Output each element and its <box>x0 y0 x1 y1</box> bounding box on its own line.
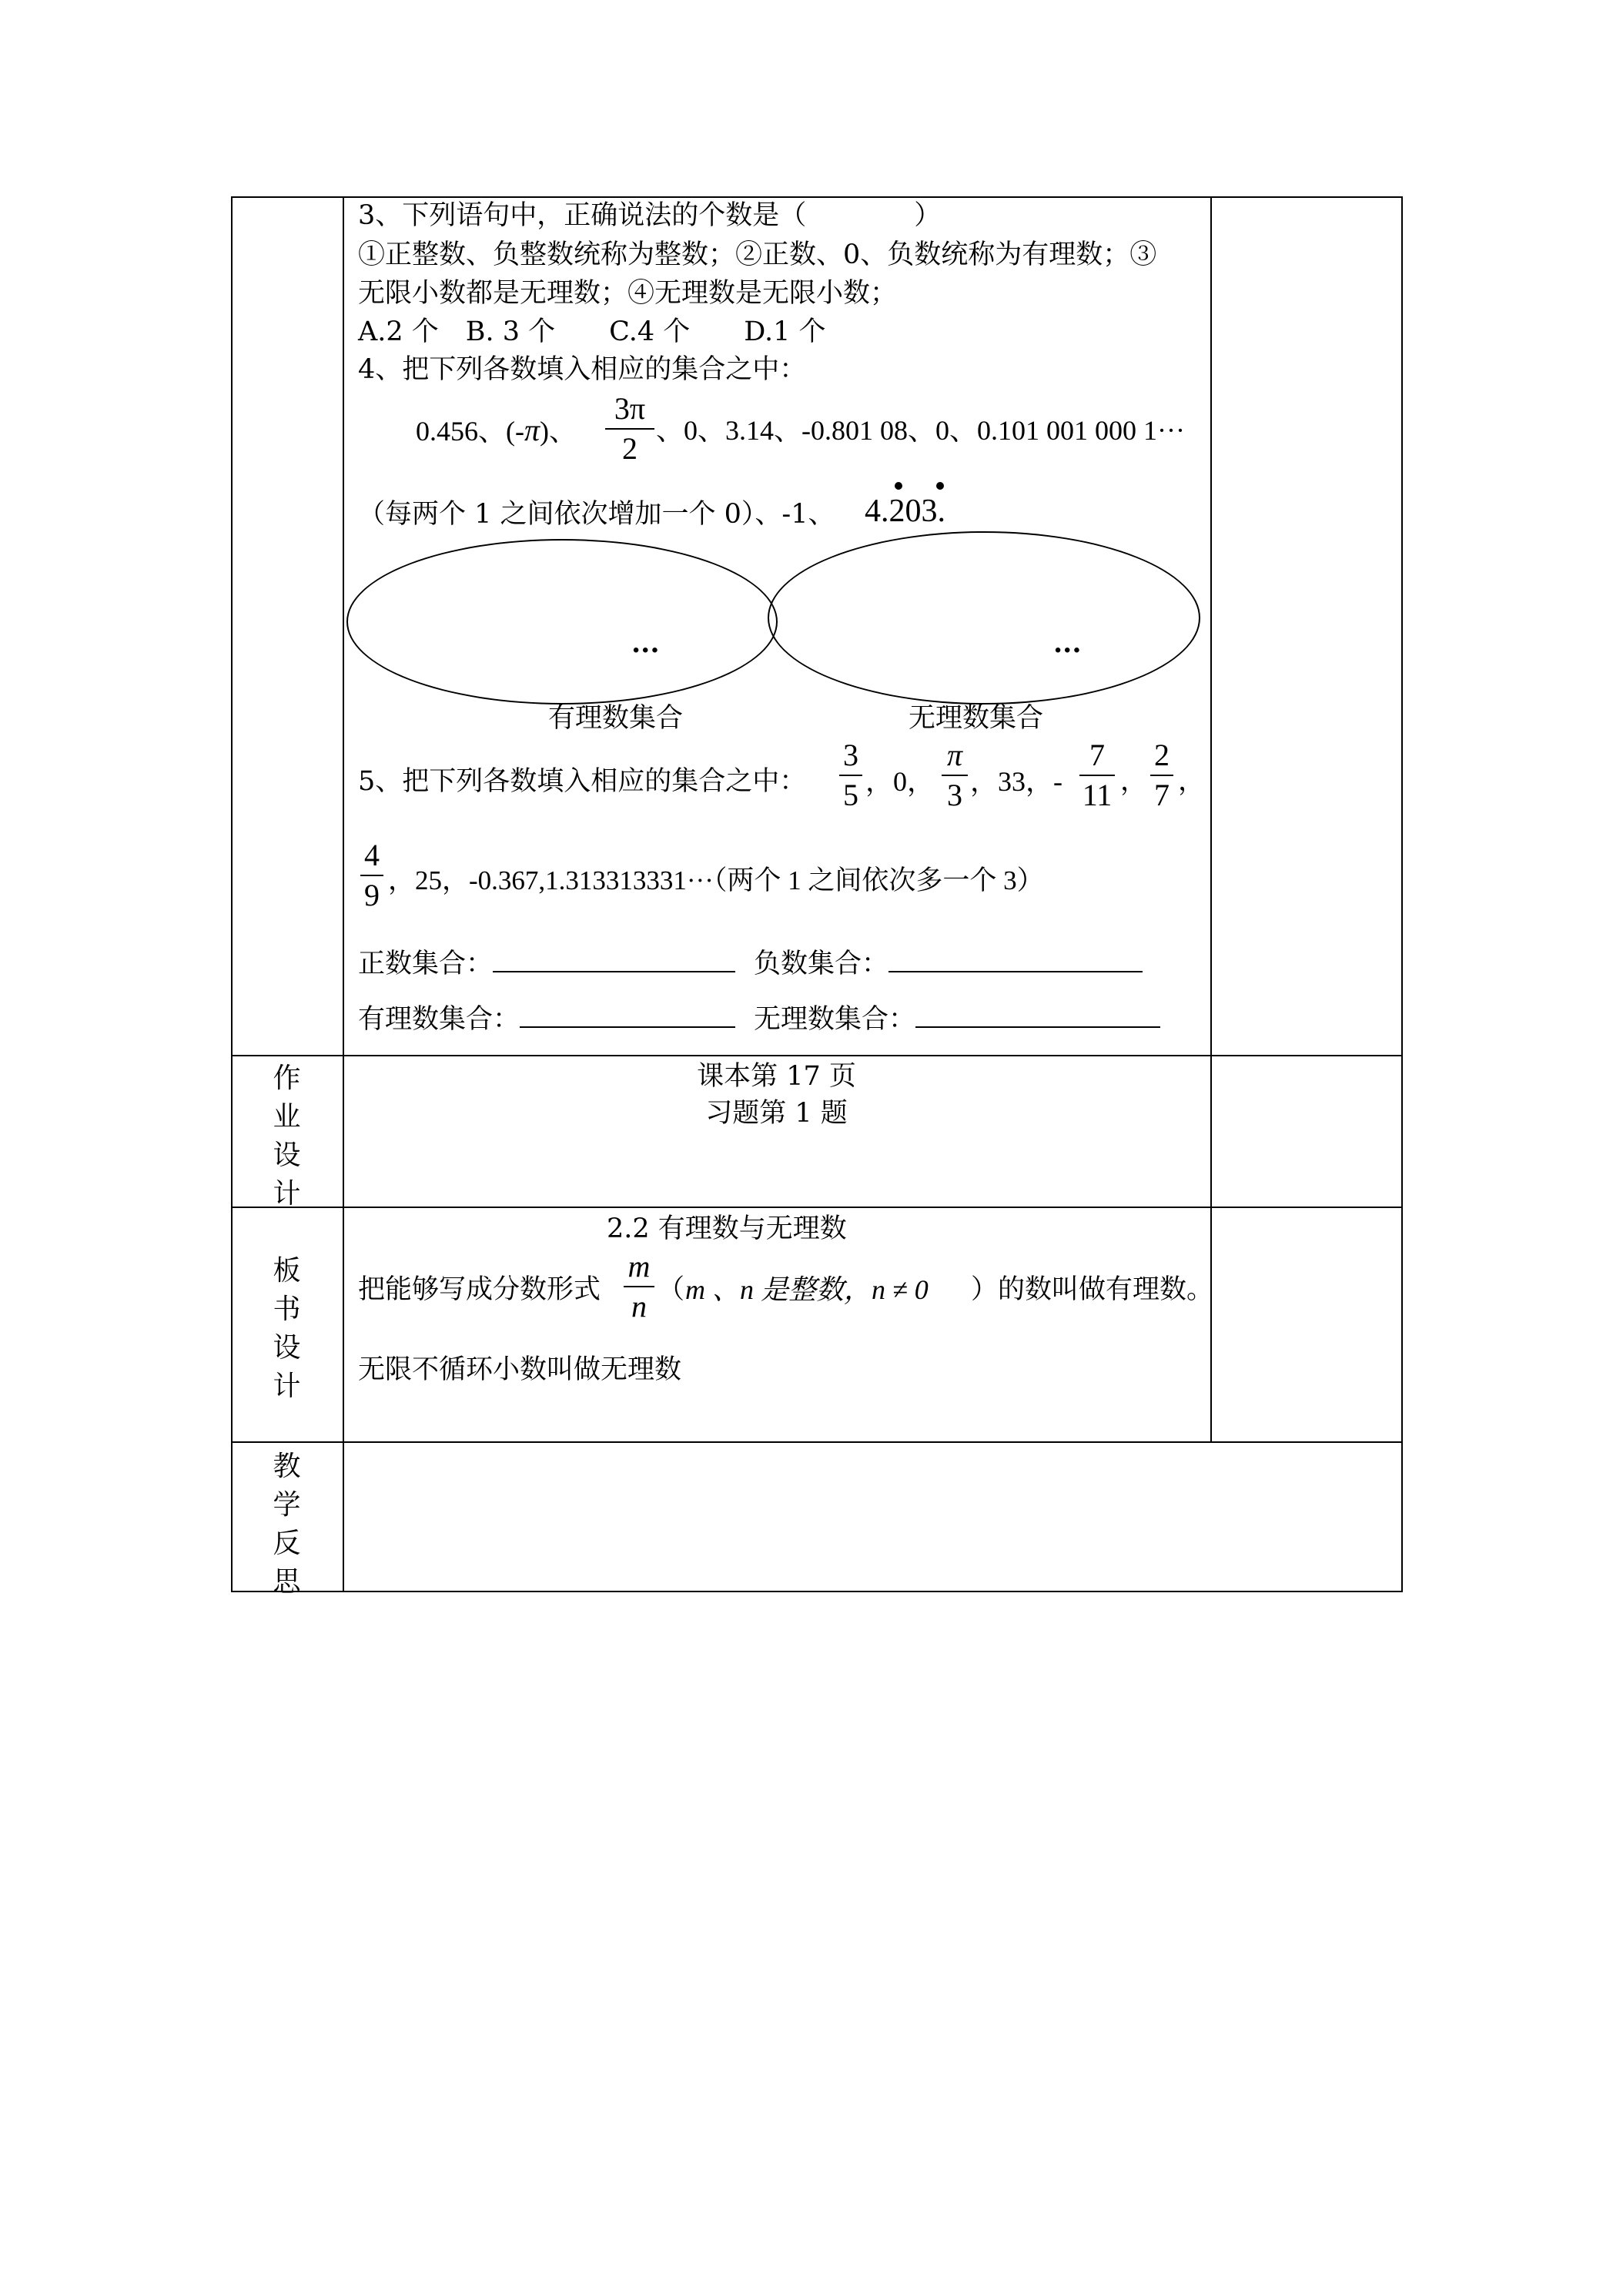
q3-options: A.2 个 B. 3 个 C.4 个 D.1 个 <box>358 316 826 347</box>
fraction-4-9 <box>360 838 383 913</box>
fraction-numerator: π <box>946 738 963 772</box>
table-divider <box>231 1055 1403 1056</box>
reflection-label <box>231 1448 343 1602</box>
q4-list-start: 0.456、(- <box>416 416 524 447</box>
homework-line2: 习题第 1 题 <box>705 1098 848 1129</box>
fraction-bar <box>605 428 654 430</box>
rational-set-blank[interactable] <box>520 1003 735 1028</box>
board-definition-start: 把能够写成分数形式 <box>358 1274 601 1305</box>
rational-set-row <box>358 1001 1160 1038</box>
irrational-ellipsis: ... <box>1053 628 1082 659</box>
repeating-decimal-value: 4.203 <box>865 494 938 529</box>
label-char: 反 <box>273 1528 301 1559</box>
repeating-dot <box>895 482 902 490</box>
board-definition-paren: （ <box>658 1274 685 1305</box>
table-divider <box>231 1207 1403 1208</box>
fraction-numerator: 7 <box>1089 738 1105 772</box>
rational-set-label: 有理数集合 <box>548 703 684 734</box>
q4-stem: 4、把下列各数填入相应的集合之中： <box>358 354 807 385</box>
fraction-denominator: 3 <box>947 778 962 812</box>
fraction-3pi-over-2 <box>605 391 654 467</box>
repeating-decimal <box>865 493 945 530</box>
q5-sep: ， <box>1120 766 1148 797</box>
q3-statements-line1: ①正整数、负整数统称为整数；②正数、0、负数统称为有理数；③ <box>358 239 1157 270</box>
q5-sep: ， <box>1178 766 1206 797</box>
period: . <box>937 494 945 529</box>
q5-sep: ，33，- <box>970 766 1062 797</box>
label-char: 设 <box>273 1140 301 1171</box>
q4-list-rest: 、0、3.14、-0.801 08、0、0.101 001 000 1··· <box>656 415 1185 446</box>
fraction-bar <box>839 775 862 776</box>
q3-stem: 3、下列语句中，正确说法的个数是（ ） <box>358 200 942 231</box>
q4-note: （每两个 1 之间依次增加一个 0）、-1、 <box>358 499 835 530</box>
fraction-bar <box>624 1286 654 1287</box>
fraction-numerator: 3 <box>843 738 858 772</box>
positive-set-blank[interactable] <box>493 948 735 972</box>
label-char: 思 <box>273 1566 301 1598</box>
q5-stem: 5、把下列各数填入相应的集合之中： <box>358 766 807 797</box>
board-definition-vars: m 、n 是整数，n ≠ 0 <box>685 1274 929 1305</box>
homework-label <box>231 1059 343 1213</box>
irrational-set-ellipse <box>768 531 1200 705</box>
q3-statements-line2: 无限小数都是无理数；④无理数是无限小数； <box>358 278 898 309</box>
repeating-dot <box>936 482 944 490</box>
irrational-set-field-label: 无理数集合： <box>754 1004 916 1035</box>
board-definition-irrational: 无限不循环小数叫做无理数 <box>358 1354 682 1385</box>
q5-list-rest: ，25，-0.367,1.313313331···（两个 1 之间依次多一个 3） <box>388 865 1044 895</box>
irrational-set-label: 无理数集合 <box>909 703 1044 734</box>
q5-sep: ，0， <box>865 766 935 797</box>
fraction-3-5 <box>839 738 862 813</box>
homework-line1: 课本第 17 页 <box>697 1061 856 1092</box>
label-char: 作 <box>273 1063 301 1094</box>
rational-set-field-label: 有理数集合： <box>358 1004 520 1035</box>
fraction-denominator: 5 <box>843 778 858 812</box>
label-char: 业 <box>273 1101 301 1133</box>
table-divider <box>1210 196 1212 1441</box>
fraction-2-7 <box>1150 738 1173 813</box>
fraction-numerator: 3π <box>614 391 646 426</box>
rational-set-ellipse <box>346 539 778 705</box>
fraction-denominator: 11 <box>1082 778 1113 812</box>
positive-set-row <box>358 946 1143 982</box>
negative-set-label: 负数集合： <box>754 949 889 979</box>
table-divider <box>343 196 344 1592</box>
table-divider <box>231 1441 1403 1443</box>
irrational-set-blank[interactable] <box>915 1003 1160 1028</box>
board-title: 2.2 有理数与无理数 <box>607 1213 847 1244</box>
q4-number-list <box>416 412 577 450</box>
negative-set-blank[interactable] <box>888 948 1143 972</box>
label-char: 设 <box>273 1332 301 1364</box>
rational-ellipsis: ... <box>631 628 660 659</box>
fraction-pi-3 <box>942 738 968 813</box>
fraction-bar <box>942 775 968 776</box>
label-char: 计 <box>273 1178 301 1210</box>
label-char: 教 <box>273 1451 301 1482</box>
pi-symbol: π <box>524 413 540 447</box>
fraction-bar <box>1150 775 1173 776</box>
fraction-numerator: 2 <box>1154 738 1170 772</box>
fraction-denominator: 7 <box>1154 778 1170 812</box>
fraction-denominator: 9 <box>364 878 380 912</box>
fraction-bar <box>1079 775 1115 776</box>
label-char: 学 <box>273 1489 301 1521</box>
label-char: 板 <box>273 1255 301 1287</box>
positive-set-label: 正数集合： <box>358 949 494 979</box>
board-definition-end: ）的数叫做有理数。 <box>971 1274 1214 1305</box>
board-label <box>231 1252 343 1406</box>
fraction-numerator: m <box>627 1249 651 1284</box>
fraction-numerator: 4 <box>364 838 380 872</box>
fraction-denominator: n <box>631 1289 647 1324</box>
fraction-bar <box>360 875 383 876</box>
q4-paren-close: )、 <box>540 416 577 447</box>
fraction-m-over-n <box>624 1249 654 1324</box>
fraction-denominator: 2 <box>622 431 637 466</box>
label-char: 书 <box>273 1294 301 1325</box>
fraction-7-11 <box>1079 738 1115 813</box>
label-char: 计 <box>273 1371 301 1402</box>
